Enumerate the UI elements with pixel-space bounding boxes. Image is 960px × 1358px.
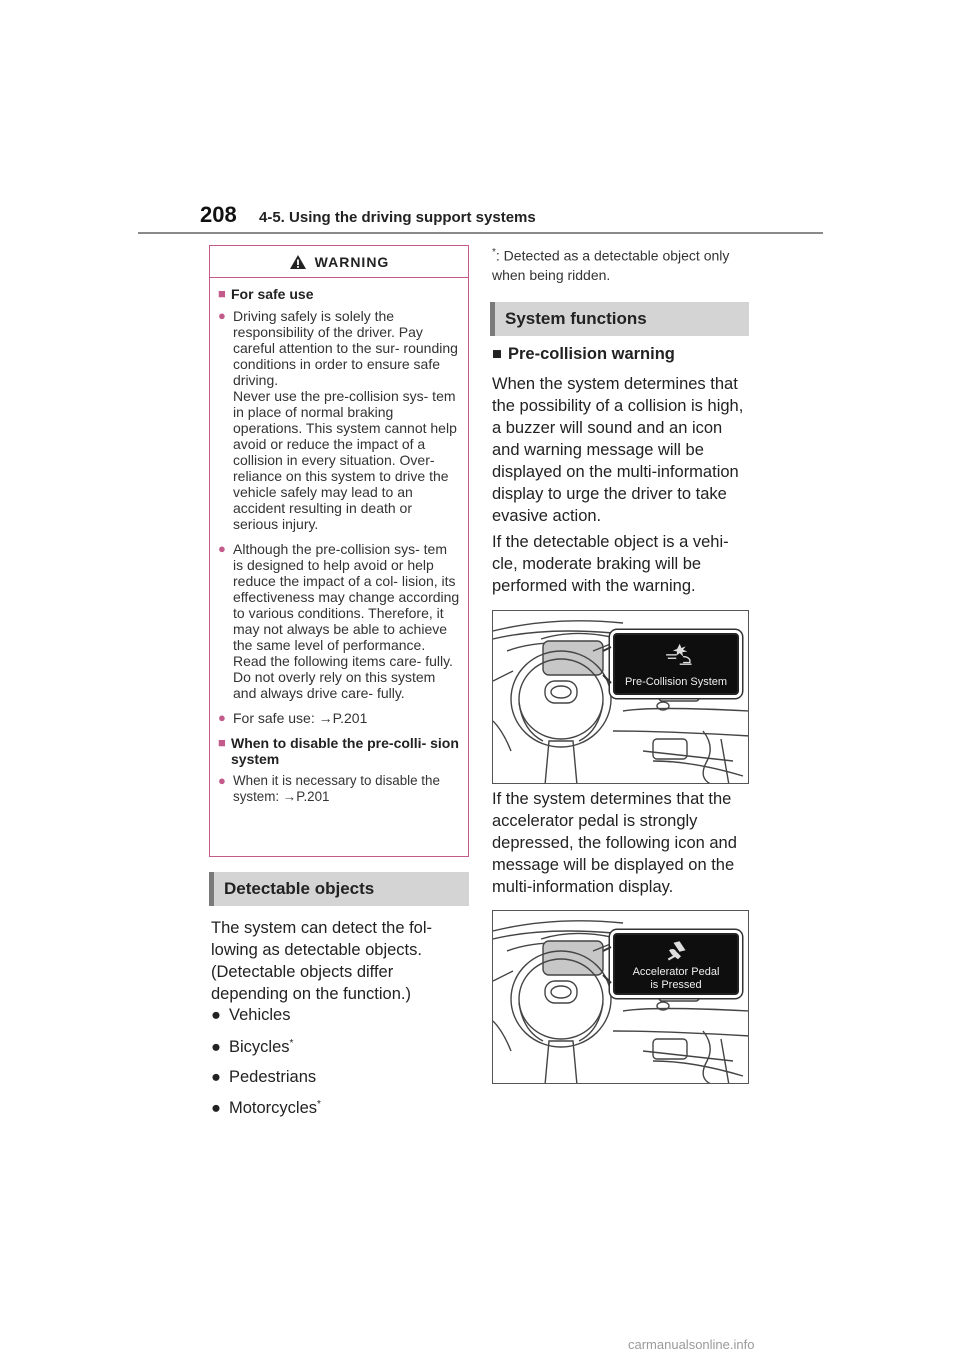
circle-bullet-icon: ● [218,541,226,556]
dashboard-illustration [492,910,749,1084]
warning-heading-disable: ■ When to disable the pre-colli- sion system [218,735,459,767]
callout-connector [493,611,749,784]
dashboard-illustration [492,610,749,784]
watermark: carmanualsonline.info [628,1337,755,1352]
paragraph: If the system determines that the accelerator pedal is strongly depressed, the following icon and message will be displayed on the multi-information display. [492,790,737,896]
warning-bullet: ● Although the pre-collision sys- tem is designed to help avoid or help reduce the impact of a col- lision, its effectiveness may change according to various conditions. Therefore, it may not always be able to achieve the same level of performance. Read the following items care- fully. Do not overly rely on this system and always drive care- fully. [218,541,460,701]
header-rule [138,232,823,234]
warning-bullet: ● For safe use: →P.201 [218,710,368,726]
list-item: ● Pedestrians [211,1068,317,1086]
square-bullet-icon: ■ [218,735,226,750]
warning-bullet: ● When it is necessary to disable the system: →P.201 [218,773,440,804]
warning-header [210,246,468,278]
bullet-icon: ● [211,1038,221,1056]
warning-heading-safe-use: ■ For safe use [218,286,314,302]
paragraph: If the detectable object is a vehi- cle, moderate braking will be performed with the warning. [492,533,729,595]
list-item: ● Motorcycles * [211,1099,321,1117]
footnote: *: Detected as a detectable object only when being ridden. [492,247,730,283]
screen-label: Pre-Collision System [624,676,728,688]
section-title: 4-5. Using the driving support systems [259,209,536,226]
square-bullet-icon: ■ [218,286,226,301]
asterisk-mark: * [289,1038,294,1049]
warning-title: WARNING [314,253,390,270]
square-bullet-icon: ■ [492,345,502,363]
subheading-pre-collision-warning: ■ Pre-collision warning [492,345,675,363]
callout-connector [493,911,749,1084]
section-bar-system-functions: System functions [490,302,749,336]
list-item: ● Vehicles [211,1006,291,1024]
detectable-intro: The system can detect the fol- lowing as detectable objects. (Detectable objects differ depending on the function.) [211,919,433,1003]
section-bar-detectable-objects: Detectable objects [209,872,469,906]
bullet-icon: ● [211,1006,221,1024]
list-item: ● Bicycles * [211,1038,294,1056]
bullet-icon: ● [211,1099,221,1117]
bullet-icon: ● [211,1068,221,1086]
circle-bullet-icon: ● [218,308,226,323]
warning-box [209,245,469,857]
circle-bullet-icon: ● [218,773,226,788]
screen-label: Accelerator Pedal [632,966,720,978]
screen-label: is Pressed [650,979,702,991]
warning-triangle-icon [289,254,307,270]
page-number: 208 [200,202,237,227]
asterisk-mark: * [317,1099,321,1110]
warning-bullet: ● Driving safely is solely the responsibility of the driver. Pay careful attention to the sur- rounding conditions in order to ensure safe driving. Never use the pre-collision sys- tem in place of normal braking operations. This system cannot help avoid or reduce the impact of a collision in every situation. Over-reliance on this system to drive the vehicle safely may lead to an accident resulting in death or serious injury. [218,308,458,532]
circle-bullet-icon: ● [218,710,226,725]
paragraph: When the system determines that the possibility of a collision is high, a buzzer will sound and an icon and warning message will be displayed on the multi-information display to urge the driver to take evasive action. [492,375,744,525]
